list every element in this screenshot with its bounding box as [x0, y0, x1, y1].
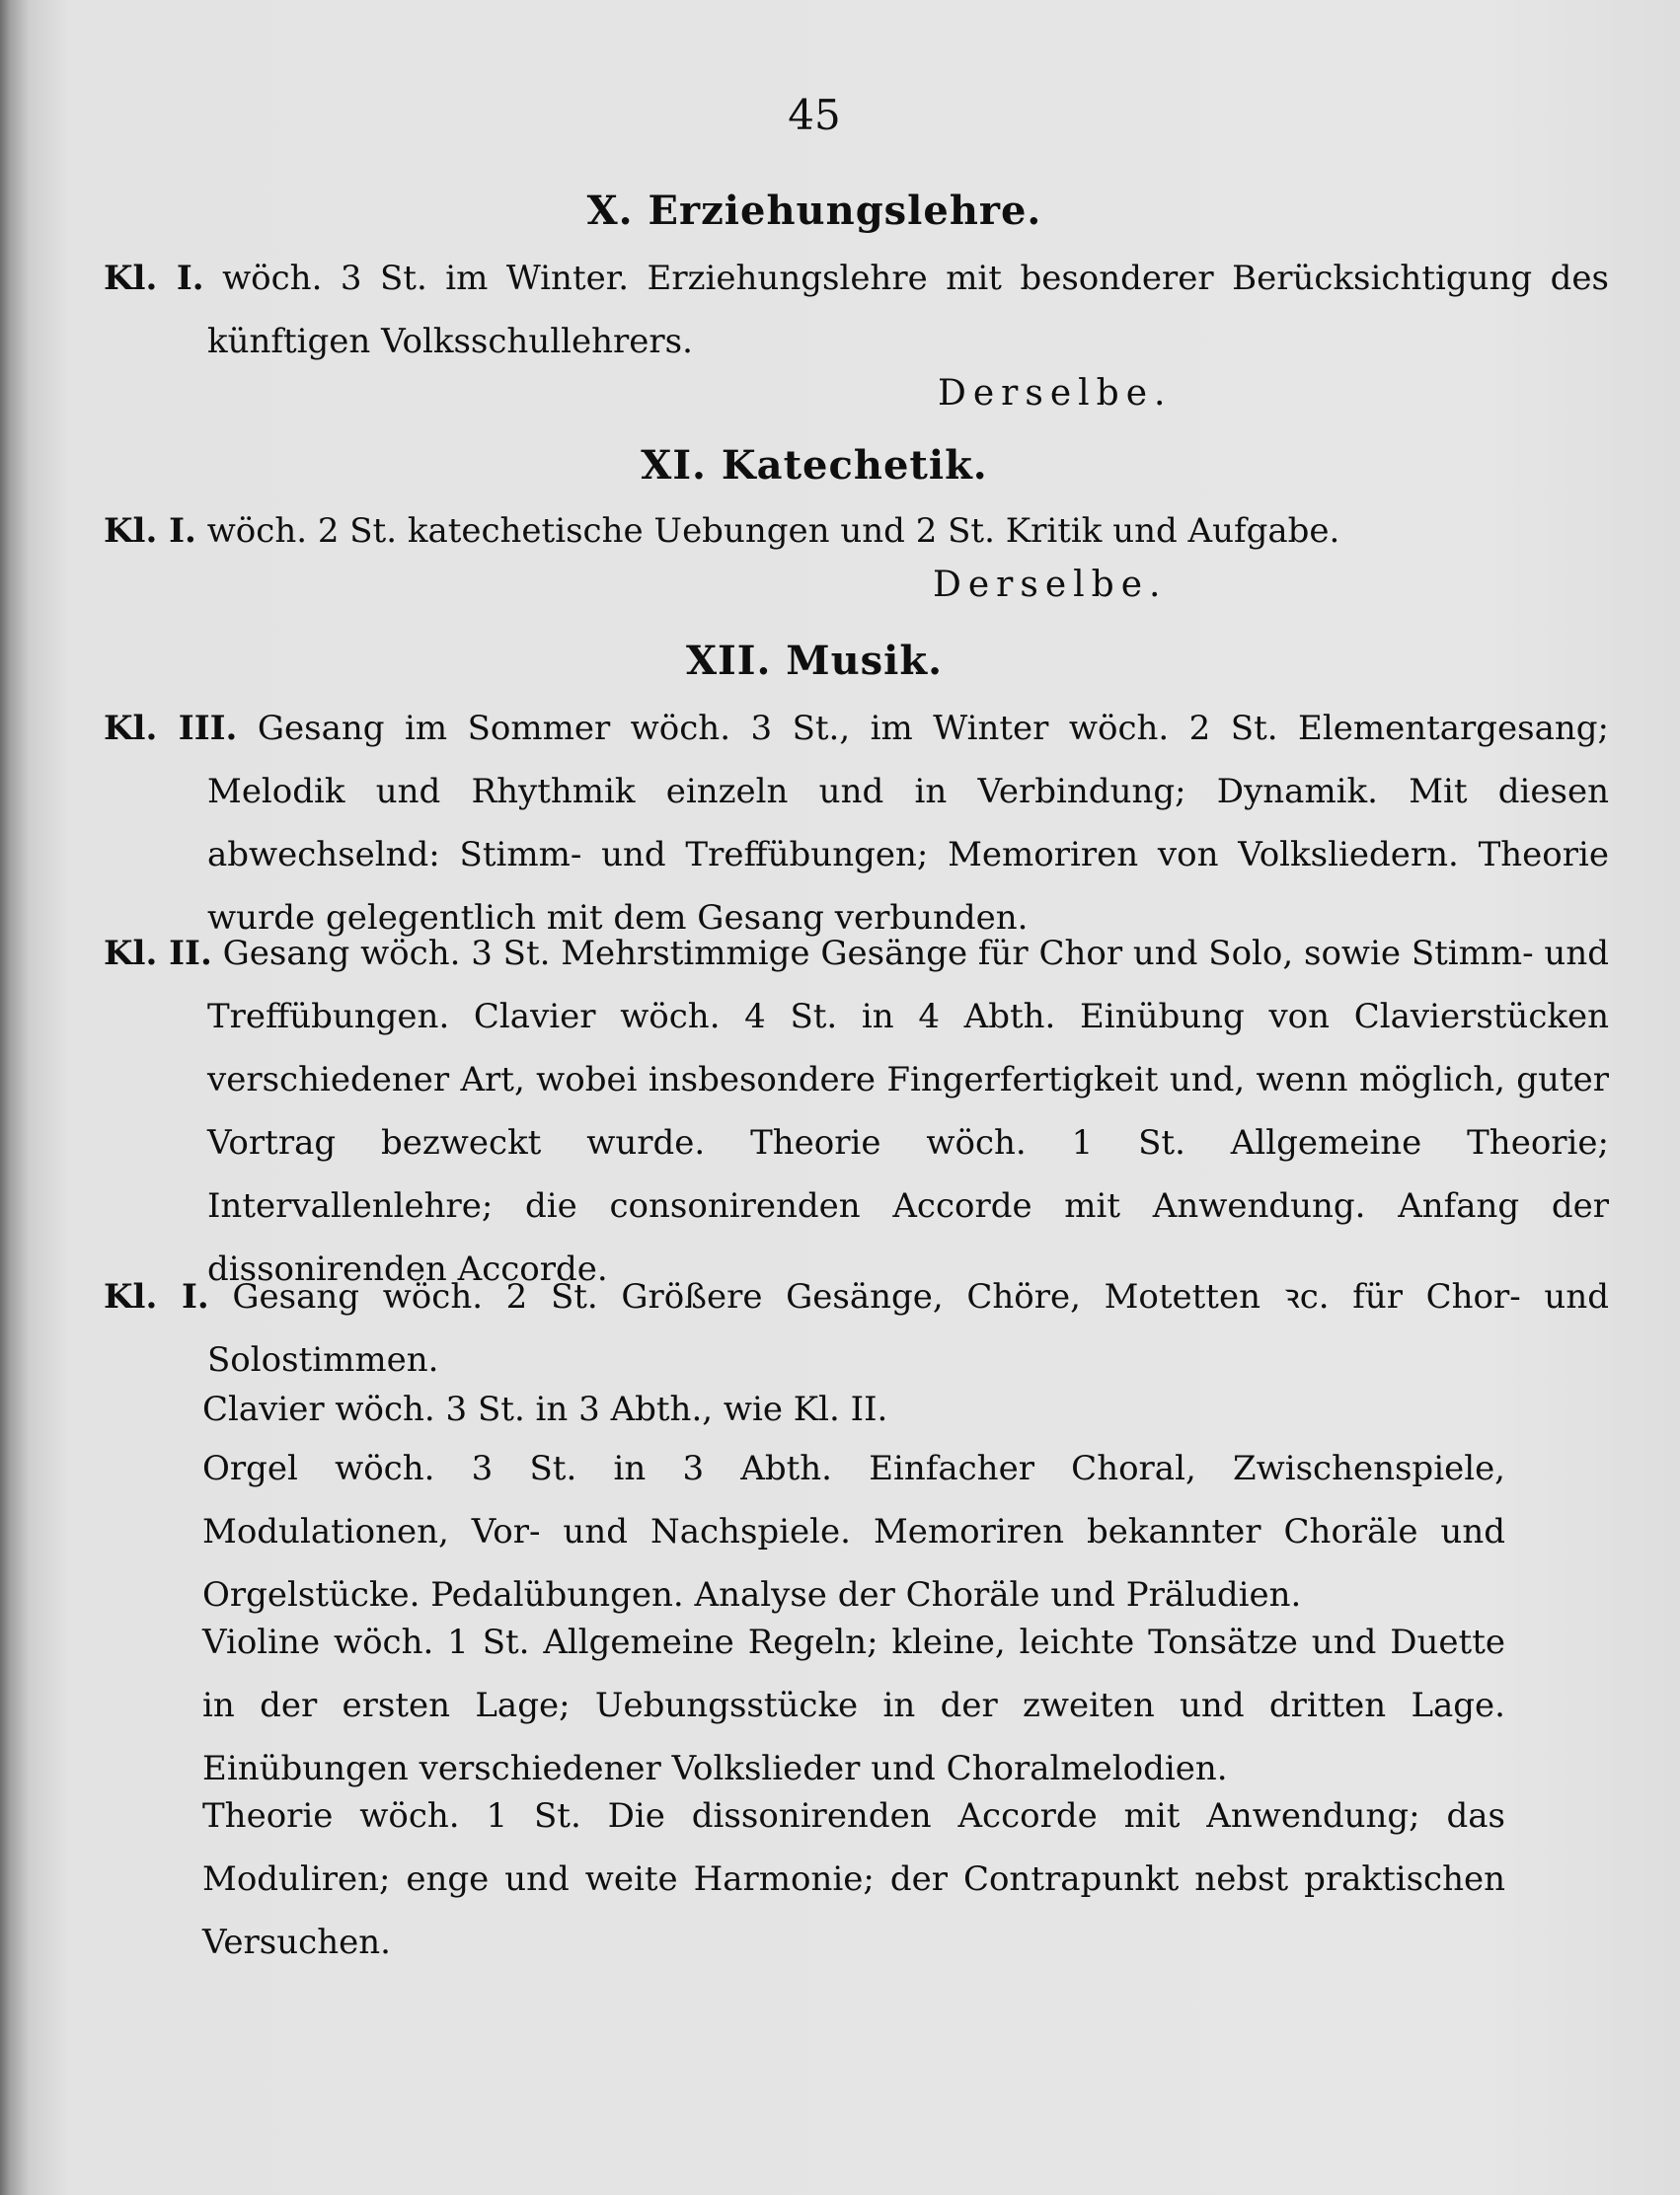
class-label: Kl. III.	[104, 709, 238, 748]
class-label: Kl. I.	[104, 259, 204, 298]
teacher-signature-xi: Derselbe.	[933, 565, 1168, 605]
class-label: Kl. II.	[104, 934, 212, 973]
section-xii-entry-kl1	[104, 1265, 1609, 1392]
entry-text: wöch. 2 St. katechetische Uebungen und 2 St. Kritik und Aufgabe.	[206, 511, 1340, 551]
entry-text: Gesang wöch. 3 St. Mehrstimmige Gesänge für Chor und Solo, sowie Stimm- und Treffübungen. Clavier wöch. 4 St. in 4 Abth. Einübung von Clavierstücken verschiedener Art, wobei insbesondere Fingerfertigkeit und, wenn möglich, guter Vortrag bezweckt wurde. Theorie wöch. 1 St. Allgemeine Theorie; Intervallenlehre; die consonirenden Accorde mit Anwendung. Anfang der dissonirenden Accorde.	[207, 934, 1609, 1289]
entry-text: wöch. 3 St. im Winter. Erziehungslehre mit besonderer Berücksichtigung des künftigen Volksschullehrers.	[207, 259, 1610, 361]
section-heading-x: X. Erziehungslehre.	[586, 188, 1042, 234]
theorie-paragraph: Theorie wöch. 1 St. Die dissonirenden Accorde mit Anwendung; das Moduliren; enge und weite Harmonie; der Contrapunkt nebst praktischen Versuchen.	[202, 1796, 1505, 1962]
section-xi-entry-kl1	[104, 499, 1609, 563]
section-x-entry-kl1	[104, 247, 1609, 373]
section-xii-entry-kl2	[104, 922, 1609, 1301]
class-label: Kl. I.	[104, 1277, 209, 1317]
orgel-paragraph: Orgel wöch. 3 St. in 3 Abth. Einfacher Choral, Zwischenspiele, Modulationen, Vor- und Nachspiele. Memoriren bekannter Choräle und Orgelstücke. Pedalübungen. Analyse der Choräle und Präludien.	[202, 1449, 1505, 1615]
teacher-signature-x: Derselbe.	[938, 373, 1173, 414]
violine-paragraph: Violine wöch. 1 St. Allgemeine Regeln; kleine, leichte Tonsätze und Duette in der ersten Lage; Uebungsstücke in der zweiten und dritten Lage. Einübungen verschiedener Volkslieder und Choralmelodien.	[202, 1623, 1505, 1788]
class-label: Kl. I.	[104, 511, 196, 551]
entry-text: Gesang wöch. 2 St. Größere Gesänge, Chöre, Motetten ꝛc. für Chor- und Solostimmen.	[207, 1277, 1609, 1380]
section-xii-entry-kl3	[104, 697, 1609, 949]
entry-text: Gesang im Sommer wöch. 3 St., im Winter wöch. 2 St. Elementargesang; Melodik und Rhythmik einzeln und in Verbindung; Dynamik. Mit diesen abwechselnd: Stimm- und Treffübungen; Memoriren von Volksliedern. Theorie wurde gelegentlich mit dem Gesang verbunden.	[207, 709, 1610, 938]
section-heading-xi: XI. Katechetik.	[641, 442, 988, 489]
page-number: 45	[788, 91, 841, 139]
clavier-paragraph: Clavier wöch. 3 St. in 3 Abth., wie Kl. II.	[202, 1390, 888, 1429]
section-heading-xii: XII. Musik.	[685, 638, 944, 684]
